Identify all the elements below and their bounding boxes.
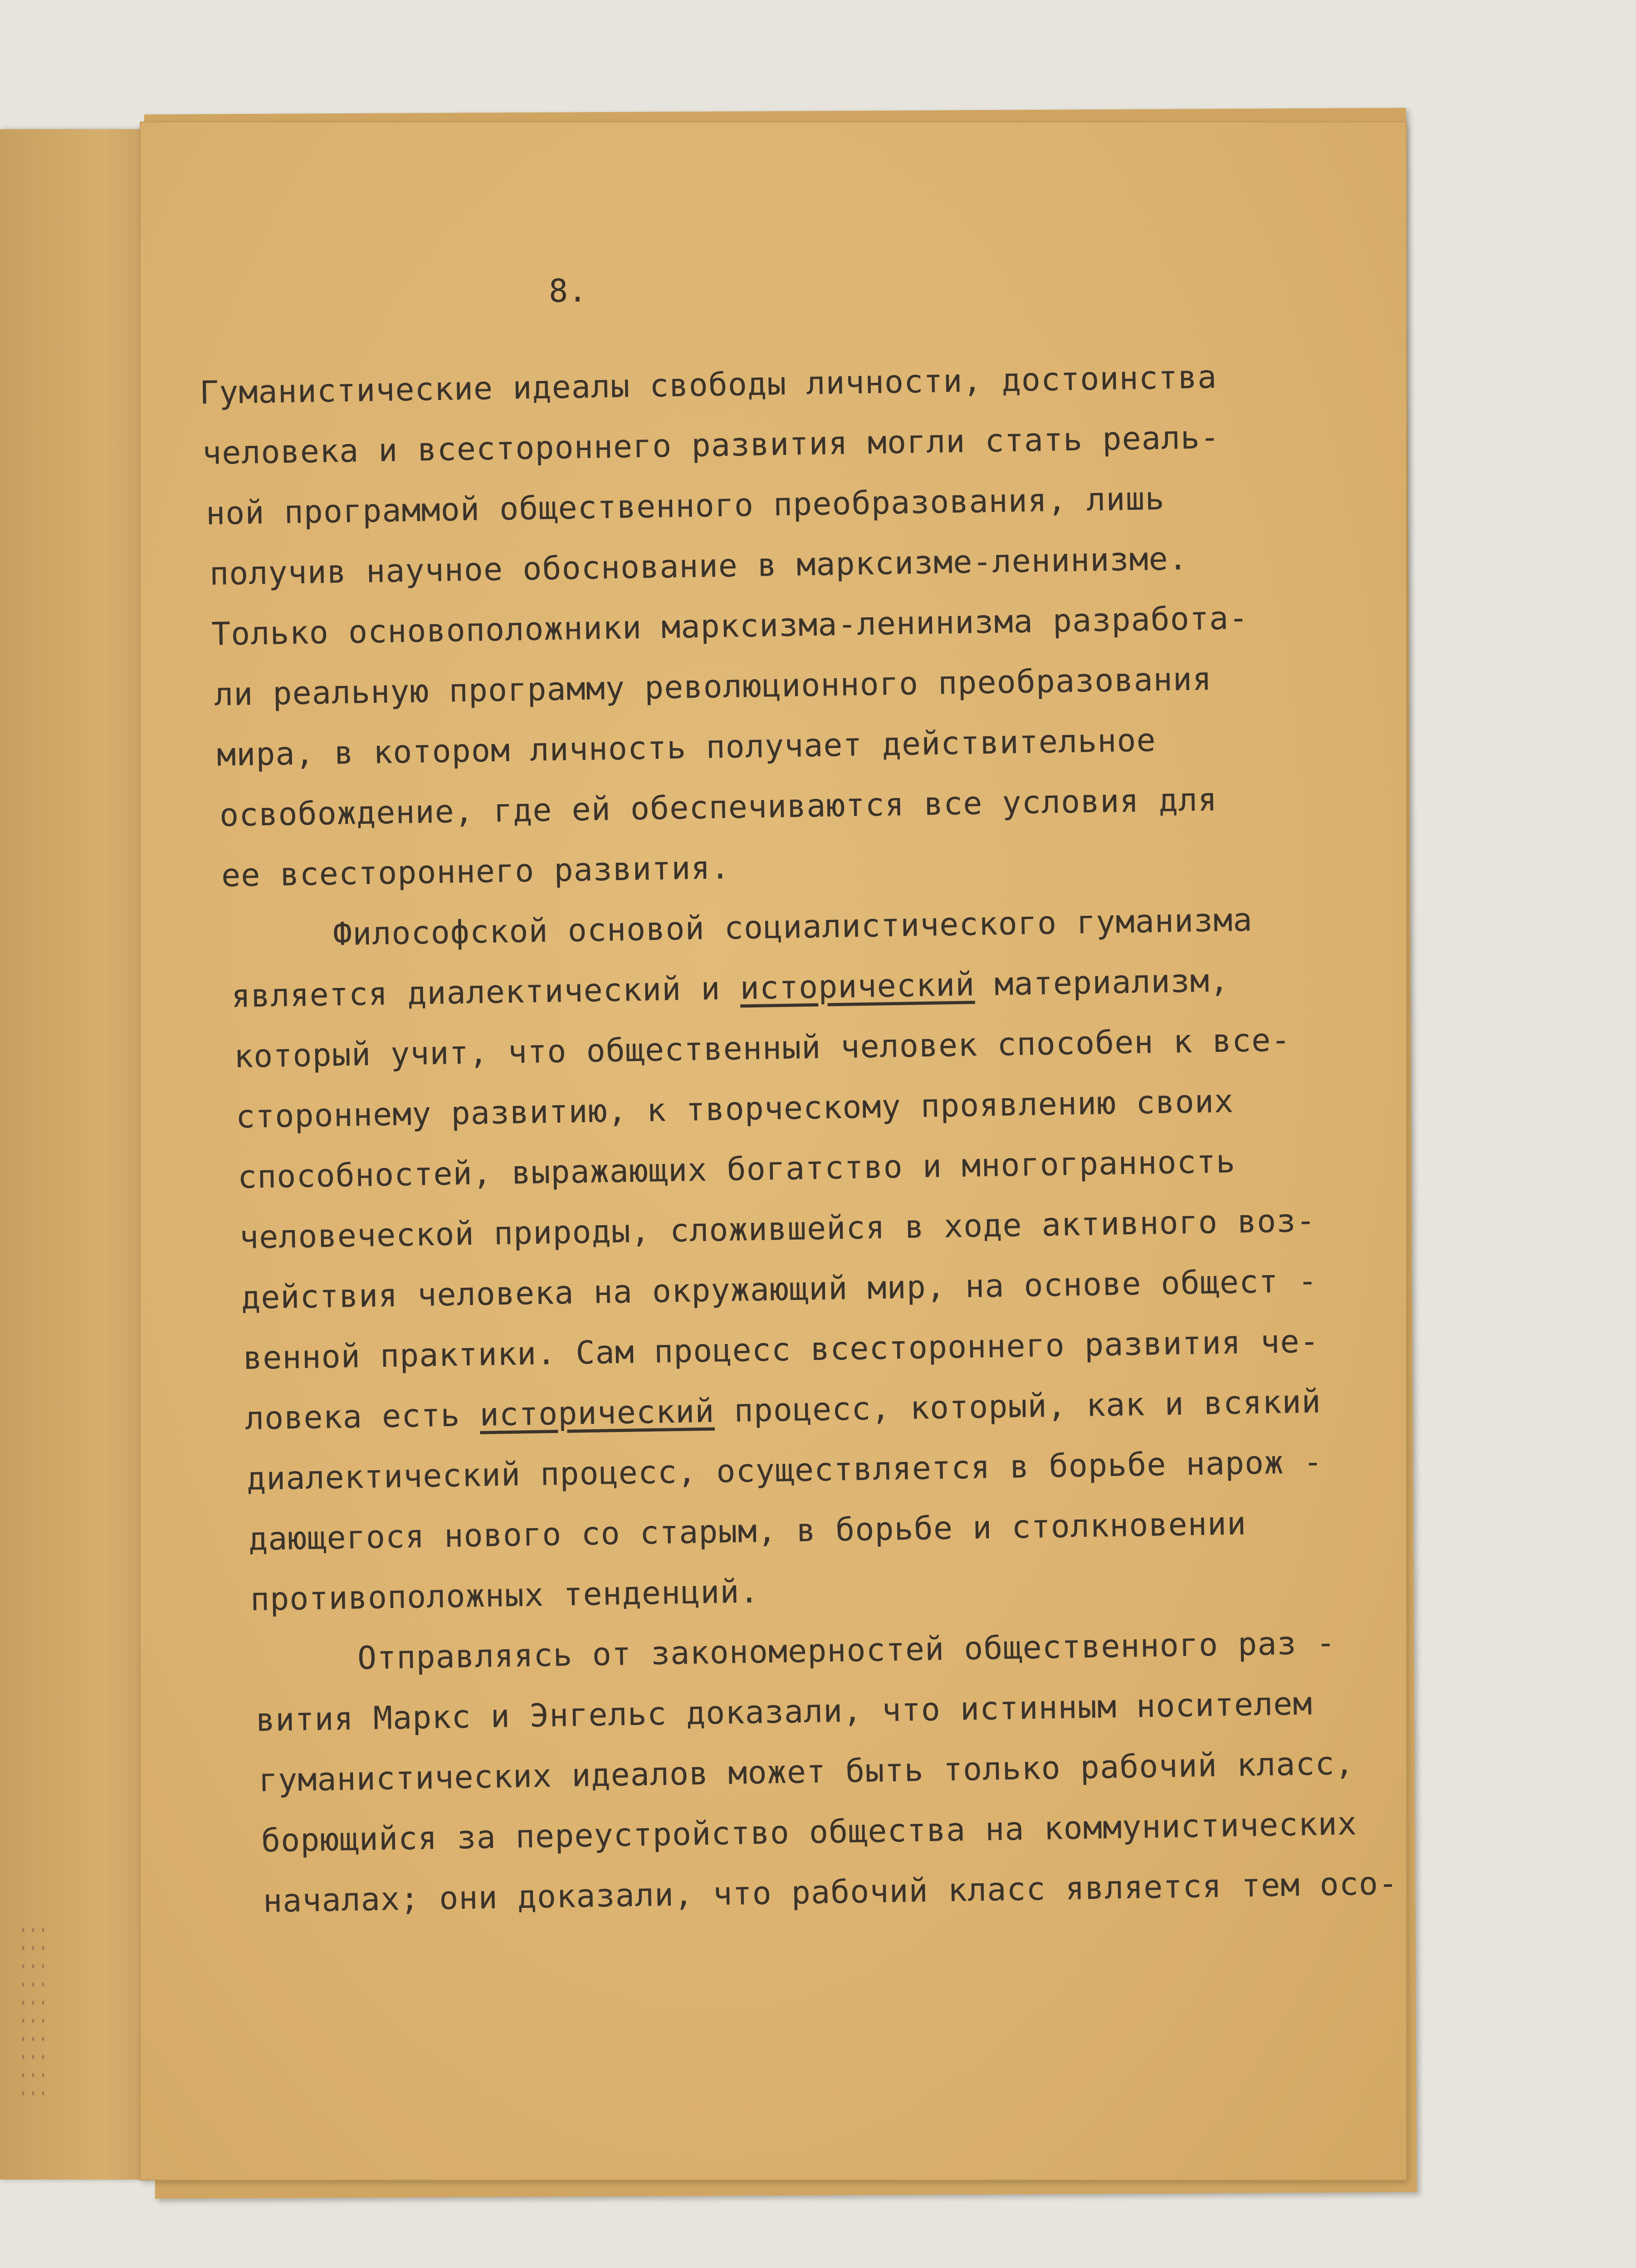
typewritten-text — [199, 358, 1398, 1931]
text-line: венной практики. Сам процесс всестороннего развития че- — [243, 1322, 1320, 1377]
underlined-word: исторический — [739, 966, 975, 1007]
page-number: 8. — [548, 272, 587, 310]
binding-holes — [18, 1921, 45, 2102]
text-line: ли реальную программу революционного преобразования — [214, 660, 1212, 713]
document-page — [141, 122, 1406, 2180]
text-line: человеческой природы, сложившейся в ходе активного воз- — [239, 1202, 1316, 1256]
text-line: стороннему развитию, к творческому проявлению своих — [235, 1082, 1234, 1135]
underlined-word: исторический — [479, 1392, 715, 1433]
text-line: борющийся за переустройство общества на коммунистических — [261, 1805, 1358, 1859]
text-line: мира, в котором личность получает действительное — [216, 721, 1157, 773]
text-line: ее всестороннего развития. — [221, 849, 731, 894]
text-line: Гуманистические идеалы свободы личности, достоинства — [199, 358, 1217, 411]
text-line: который учит, что общественный человек способен к все- — [234, 1021, 1291, 1075]
text-line: Отправляясь от закономерностей общественного раз - — [357, 1624, 1336, 1677]
text-line: Философской основой социалистического гуманизма — [332, 901, 1253, 953]
text-line: диалектический процесс, осуществляется в борьбе нарож - — [246, 1443, 1323, 1497]
previous-page-edge — [0, 129, 150, 2180]
text-line: действия человека на окружающий мир, на основе общест - — [241, 1262, 1318, 1316]
text-line: получив научное обоснование в марксизме-ленинизме. — [209, 540, 1188, 592]
text-line: противоположных тенденций. — [250, 1573, 760, 1618]
text-line: является диалектический и исторический материализм, — [231, 962, 1230, 1015]
text-line: началах; они доказали, что рабочий класс является тем осо- — [263, 1864, 1398, 1920]
text-line: Только основоположники марксизма-ленинизма разработа- — [211, 599, 1249, 653]
text-line: человека и всестороннего развития могли стать реаль- — [202, 418, 1220, 472]
text-line: освобождение, где ей обеспечиваются все условия для — [219, 781, 1218, 834]
text-line: способностей, выражающих богатство и многогранность — [237, 1143, 1236, 1196]
text-line: гуманистических идеалов может быть только рабочий класс, — [258, 1745, 1355, 1799]
text-line: дающегося нового со старым, в борьбе и столкновении — [248, 1505, 1247, 1558]
text-line: вития Маркс и Энгельс доказали, что истинным носителем — [255, 1685, 1313, 1739]
text-line: ной программой общественного преобразования, лишь — [205, 479, 1165, 532]
text-line: ловека есть исторический процесс, который, как и всякий — [244, 1383, 1322, 1437]
